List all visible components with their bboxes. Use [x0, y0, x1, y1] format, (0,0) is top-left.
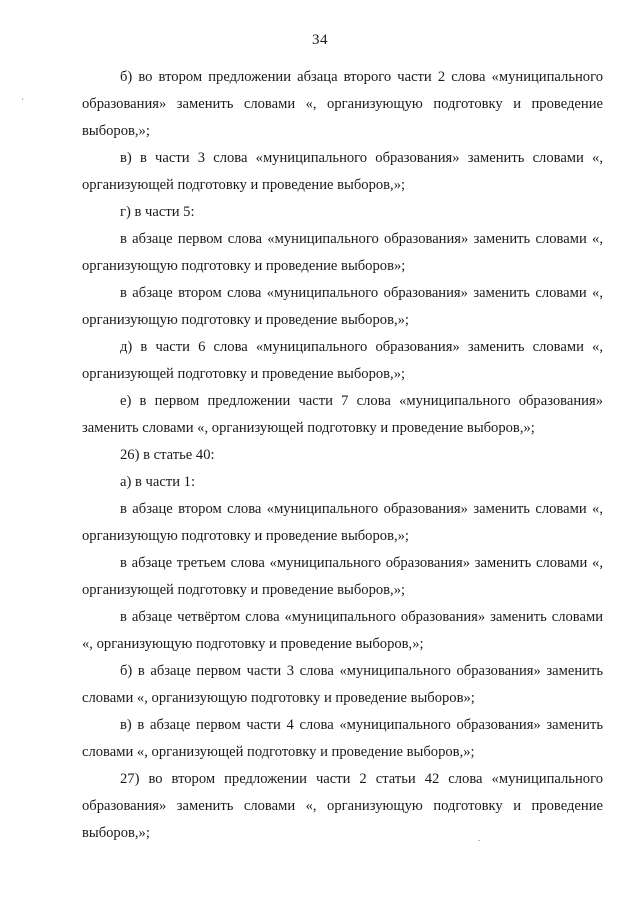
paragraph-part-1-abzats-3: в абзаце третьем слова «муниципального образования» заменить словами «, организующей подготовку и проведение выборов,»; [82, 555, 603, 598]
paragraph-part-5-abzats-2: в абзаце втором слова «муниципального образования» заменить словами «, организующую подготовку и проведение выборов,»; [82, 285, 603, 328]
document-body [82, 64, 603, 847]
paragraph-26-article-40: 26) в статье 40: [120, 447, 215, 463]
paragraph-a-part-1-heading: а) в части 1: [120, 474, 196, 490]
paragraph-b-part-3: б) в абзаце первом части 3 слова «муниципального образования» заменить словами «, организующую подготовку и проведение выборов»; [82, 663, 603, 706]
paragraph-part-1-abzats-4: в абзаце четвёртом слова «муниципального образования» заменить словами «, организующую подготовку и проведение выборов,»; [82, 609, 603, 652]
scan-speck [22, 98, 23, 100]
paragraph-b-part-2: б) во втором предложении абзаца второго части 2 слова «муниципального образования» заменить словами «, организующую подготовку и проведение выборов,»; [82, 69, 603, 139]
paragraph-e-part-7: е) в первом предложении части 7 слова «муниципального образования» заменить словами «, организующей подготовку и проведение выборов,»; [82, 393, 603, 436]
paragraph-g-part-5-heading: г) в части 5: [120, 204, 195, 220]
paragraph-part-1-abzats-2: в абзаце втором слова «муниципального образования» заменить словами «, организующую подготовку и проведение выборов,»; [82, 501, 603, 544]
page-number: 34 [312, 32, 328, 48]
paragraph-v-part-4: в) в абзаце первом части 4 слова «муниципального образования» заменить словами «, организующей подготовку и проведение выборов,»; [82, 717, 603, 760]
paragraph-part-5-abzats-1: в абзаце первом слова «муниципального образования» заменить словами «, организующую подготовку и проведение выборов»; [82, 231, 603, 274]
paragraph-27-article-42: 27) во втором предложении части 2 статьи 42 слова «муниципального образования» заменить словами «, организующую подготовку и проведение выборов,»; [82, 771, 603, 841]
paragraph-v-part-3: в) в части 3 слова «муниципального образования» заменить словами «, организующей подготовку и проведение выборов,»; [82, 150, 603, 193]
paragraph-d-part-6: д) в части 6 слова «муниципального образования» заменить словами «, организующей подготовку и проведение выборов,»; [82, 339, 603, 382]
scan-speck [478, 840, 480, 841]
